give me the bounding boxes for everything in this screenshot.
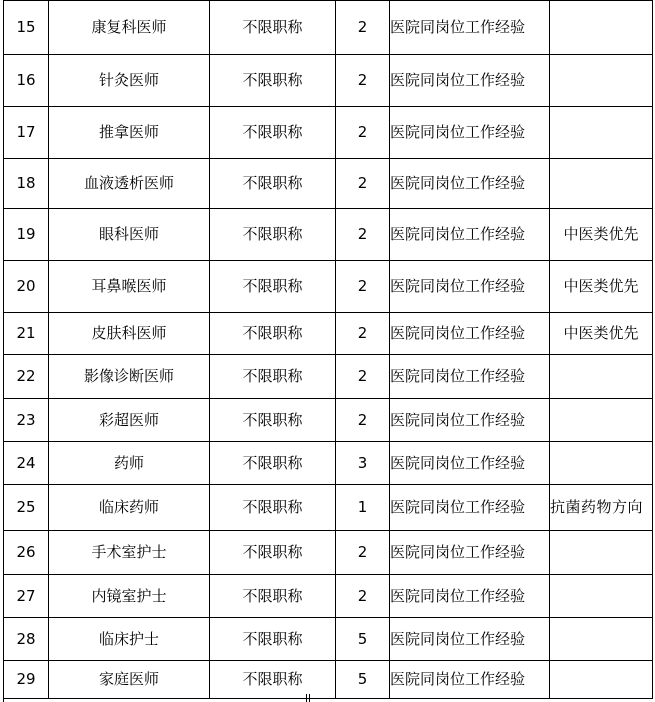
experience-requirement: 医院同岗位工作经验 [390, 355, 550, 399]
title-requirement: 不限职称 [210, 55, 336, 107]
table-row [4, 159, 653, 209]
remark [550, 159, 653, 209]
position-name: 影像诊断医师 [49, 355, 210, 399]
remark [550, 442, 653, 485]
headcount: 2 [336, 209, 390, 261]
title-requirement: 不限职称 [210, 209, 336, 261]
table-row [4, 107, 653, 159]
row-number: 18 [4, 159, 49, 209]
title-requirement: 不限职称 [210, 355, 336, 399]
experience-requirement: 医院同岗位工作经验 [390, 159, 550, 209]
row-number: 27 [4, 575, 49, 618]
headcount: 1 [336, 485, 390, 531]
position-name: 康复科医师 [49, 1, 210, 55]
remark [550, 1, 653, 55]
table-row [4, 575, 653, 618]
headcount: 2 [336, 107, 390, 159]
next-page-border [3, 694, 653, 702]
position-name: 手术室护士 [49, 531, 210, 575]
headcount: 2 [336, 575, 390, 618]
title-requirement: 不限职称 [210, 1, 336, 55]
table-row [4, 442, 653, 485]
experience-requirement: 医院同岗位工作经验 [390, 107, 550, 159]
row-number: 16 [4, 55, 49, 107]
title-requirement: 不限职称 [210, 485, 336, 531]
row-number: 29 [4, 661, 49, 699]
title-requirement: 不限职称 [210, 159, 336, 209]
title-requirement: 不限职称 [210, 107, 336, 159]
position-name: 推拿医师 [49, 107, 210, 159]
row-number: 20 [4, 261, 49, 313]
experience-requirement: 医院同岗位工作经验 [390, 485, 550, 531]
title-requirement: 不限职称 [210, 399, 336, 442]
experience-requirement: 医院同岗位工作经验 [390, 55, 550, 107]
row-number: 22 [4, 355, 49, 399]
position-name: 临床护士 [49, 618, 210, 661]
row-number: 28 [4, 618, 49, 661]
title-requirement: 不限职称 [210, 313, 336, 355]
table-row [4, 618, 653, 661]
experience-requirement: 医院同岗位工作经验 [390, 209, 550, 261]
headcount: 2 [336, 399, 390, 442]
table-row [4, 313, 653, 355]
position-name: 针灸医师 [49, 55, 210, 107]
position-name: 内镜室护士 [49, 575, 210, 618]
remark: 中医类优先 [550, 209, 653, 261]
title-requirement: 不限职称 [210, 661, 336, 699]
headcount: 2 [336, 159, 390, 209]
remark [550, 661, 653, 699]
remark: 中医类优先 [550, 313, 653, 355]
column-border-tick [306, 694, 307, 702]
table-row [4, 261, 653, 313]
title-requirement: 不限职称 [210, 575, 336, 618]
experience-requirement: 医院同岗位工作经验 [390, 261, 550, 313]
title-requirement: 不限职称 [210, 261, 336, 313]
recruitment-table [3, 0, 653, 699]
headcount: 2 [336, 531, 390, 575]
row-number: 25 [4, 485, 49, 531]
experience-requirement: 医院同岗位工作经验 [390, 313, 550, 355]
table-row [4, 55, 653, 107]
headcount: 5 [336, 661, 390, 699]
row-number: 26 [4, 531, 49, 575]
table-row [4, 355, 653, 399]
remark: 中医类优先 [550, 261, 653, 313]
row-number: 15 [4, 1, 49, 55]
experience-requirement: 医院同岗位工作经验 [390, 661, 550, 699]
table-row [4, 661, 653, 699]
headcount: 2 [336, 355, 390, 399]
position-name: 耳鼻喉医师 [49, 261, 210, 313]
experience-requirement: 医院同岗位工作经验 [390, 442, 550, 485]
experience-requirement: 医院同岗位工作经验 [390, 575, 550, 618]
position-name: 药师 [49, 442, 210, 485]
table-row [4, 209, 653, 261]
experience-requirement: 医院同岗位工作经验 [390, 1, 550, 55]
row-number: 21 [4, 313, 49, 355]
remark: 抗菌药物方向 [550, 485, 653, 531]
remark [550, 55, 653, 107]
title-requirement: 不限职称 [210, 531, 336, 575]
row-number: 24 [4, 442, 49, 485]
remark [550, 107, 653, 159]
headcount: 2 [336, 261, 390, 313]
position-name: 眼科医师 [49, 209, 210, 261]
remark [550, 399, 653, 442]
headcount: 2 [336, 55, 390, 107]
experience-requirement: 医院同岗位工作经验 [390, 399, 550, 442]
experience-requirement: 医院同岗位工作经验 [390, 618, 550, 661]
row-number: 19 [4, 209, 49, 261]
table-row [4, 485, 653, 531]
headcount: 5 [336, 618, 390, 661]
table-row [4, 1, 653, 55]
headcount: 2 [336, 1, 390, 55]
title-requirement: 不限职称 [210, 618, 336, 661]
remark [550, 531, 653, 575]
experience-requirement: 医院同岗位工作经验 [390, 531, 550, 575]
remark [550, 575, 653, 618]
row-number: 17 [4, 107, 49, 159]
position-name: 临床药师 [49, 485, 210, 531]
table-row [4, 531, 653, 575]
headcount: 2 [336, 313, 390, 355]
remark [550, 355, 653, 399]
row-number: 23 [4, 399, 49, 442]
headcount: 3 [336, 442, 390, 485]
position-name: 血液透析医师 [49, 159, 210, 209]
position-name: 皮肤科医师 [49, 313, 210, 355]
remark [550, 618, 653, 661]
column-border-tick [309, 694, 310, 702]
table-row [4, 399, 653, 442]
position-name: 彩超医师 [49, 399, 210, 442]
position-name: 家庭医师 [49, 661, 210, 699]
title-requirement: 不限职称 [210, 442, 336, 485]
